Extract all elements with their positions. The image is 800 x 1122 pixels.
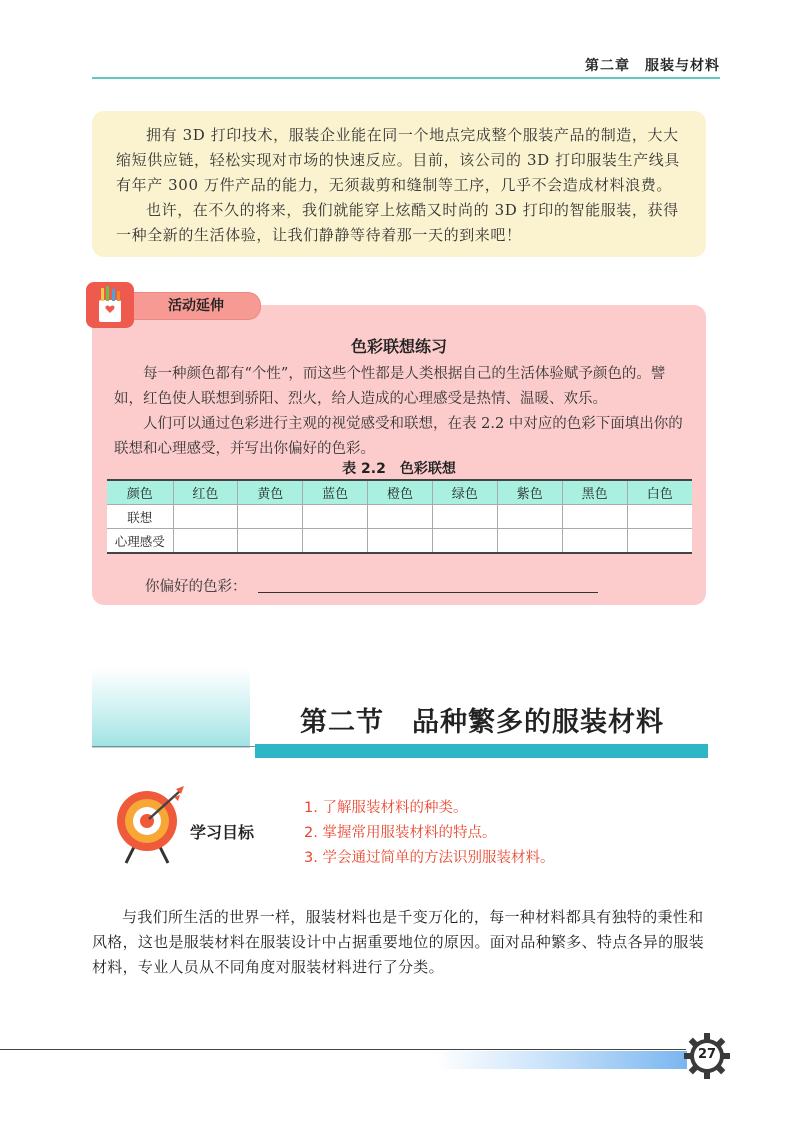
table-cell[interactable] xyxy=(497,505,562,529)
chapter-header: 第二章 服装与材料 xyxy=(585,58,720,74)
table-cell[interactable] xyxy=(368,505,433,529)
table-cell[interactable] xyxy=(627,529,692,554)
table-header-cell: 红色 xyxy=(173,480,238,505)
footer-gradient xyxy=(435,1051,687,1069)
table-header-cell: 紫色 xyxy=(497,480,562,505)
table-cell[interactable] xyxy=(562,529,627,554)
activity-paragraph: 每一种颜色都有“个性”，而这些个性都是人类根据自己的生活体验赋予颜色的。譬如，红色使人联想到骄阳、烈火，给人造成的心理感受是热情、温暖、欢乐。 xyxy=(114,366,666,407)
table-header-cell: 黄色 xyxy=(238,480,303,505)
table-cell[interactable] xyxy=(303,505,368,529)
goal-item: 2. 掌握常用服装材料的特点。 xyxy=(304,825,497,841)
info-box xyxy=(92,111,706,257)
table-cell[interactable] xyxy=(562,505,627,529)
activity-paragraph: 人们可以通过色彩进行主观的视觉感受和联想，在表 2.2 中对应的色彩下面填出你的联想和心理感受，并写出你偏好的色彩。 xyxy=(114,416,683,457)
table-header-cell: 白色 xyxy=(627,480,692,505)
table-cell[interactable] xyxy=(497,529,562,554)
table-cell[interactable] xyxy=(173,505,238,529)
section-rule xyxy=(92,746,255,747)
footer-rule xyxy=(0,1049,686,1050)
table-cell[interactable] xyxy=(368,529,433,554)
activity-icon xyxy=(86,282,134,328)
table-header-cell: 橙色 xyxy=(368,480,433,505)
table-caption: 表 2.2 色彩联想 xyxy=(342,461,456,477)
section-bar xyxy=(255,744,708,758)
color-association-table xyxy=(107,479,692,554)
activity-text xyxy=(114,362,692,462)
table-cell[interactable] xyxy=(627,505,692,529)
goals-list xyxy=(304,796,554,871)
table-cell[interactable] xyxy=(433,505,498,529)
goal-item: 3. 学会通过简单的方法识别服装材料。 xyxy=(304,850,555,866)
target-icon xyxy=(114,785,198,865)
page-number: 27 xyxy=(697,1047,717,1062)
table-header-row xyxy=(107,480,692,505)
activity-tab-label: 活动延伸 xyxy=(168,298,224,314)
goals-label: 学习目标 xyxy=(190,823,255,842)
info-paragraph: 也许，在不久的将来，我们就能穿上炫酷又时尚的 3D 打印的智能服装，获得一种全新的生活体验，让我们静静等待着那一天的到来吧！ xyxy=(116,201,679,244)
exercise-title: 色彩联想练习 xyxy=(350,337,447,356)
table-cell[interactable] xyxy=(238,529,303,554)
header-rule xyxy=(92,77,720,79)
table-header-cell: 绿色 xyxy=(433,480,498,505)
section-title: 第二节 品种繁多的服装材料 xyxy=(300,707,664,738)
table-cell[interactable] xyxy=(173,529,238,554)
table-cell[interactable] xyxy=(238,505,303,529)
preference-answer-line[interactable] xyxy=(258,592,598,593)
pencil-cup-icon xyxy=(86,282,134,328)
table-header-cell: 黑色 xyxy=(562,480,627,505)
goal-item: 1. 了解服装材料的种类。 xyxy=(304,800,468,816)
body-text xyxy=(92,905,708,980)
preference-label: 你偏好的色彩： xyxy=(145,579,247,595)
table-cell[interactable] xyxy=(303,529,368,554)
table-row xyxy=(107,529,692,554)
info-paragraph: 拥有 3D 打印技术，服装企业能在同一个地点完成整个服装产品的制造，大大缩短供应链，轻松实现对市场的快速反应。目前，该公司的 3D 打印服装生产线具有年产 300 万件产品的能力，无须裁剪和缝制等工序，几乎不会造成材料浪费。 xyxy=(116,126,680,194)
section-decoration xyxy=(92,668,250,748)
info-text xyxy=(116,123,686,248)
table-header-cell: 蓝色 xyxy=(303,480,368,505)
table-row xyxy=(107,505,692,529)
table-cell[interactable] xyxy=(433,529,498,554)
body-paragraph: 与我们所生活的世界一样，服装材料也是千变万化的，每一种材料都具有独特的秉性和风格，这也是服装材料在服装设计中占据重要地位的原因。面对品种繁多、特点各异的服装材料，专业人员从不同角度对服装材料进行了分类。 xyxy=(92,908,705,976)
row-label-feeling: 心理感受 xyxy=(107,529,173,554)
row-label-association: 联想 xyxy=(107,505,173,529)
table-header-cell: 颜色 xyxy=(107,480,173,505)
